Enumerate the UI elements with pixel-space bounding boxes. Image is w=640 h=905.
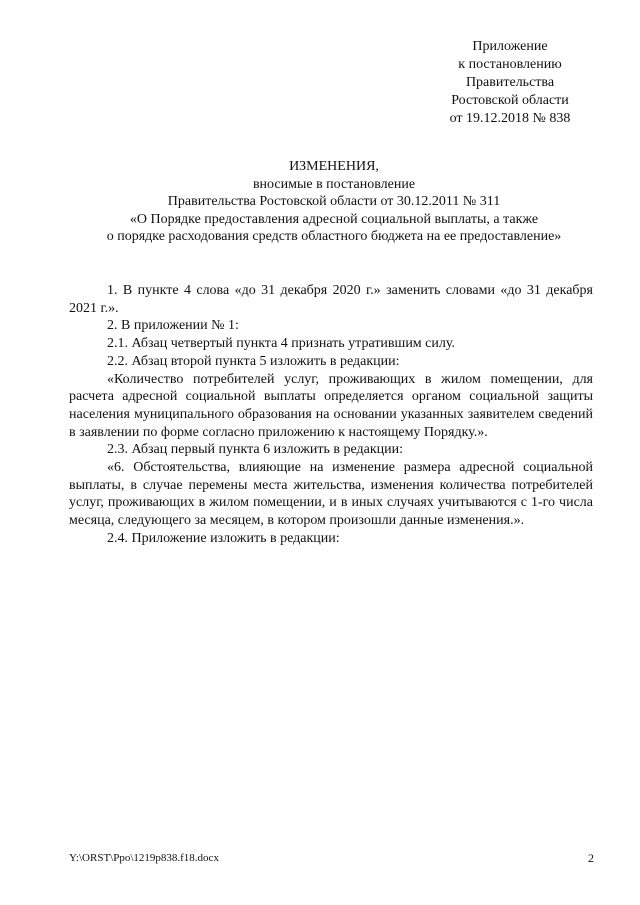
- title-line: «О Порядке предоставления адресной социальной выплаты, а также: [129, 211, 539, 227]
- appendix-line: Правительства: [465, 75, 555, 90]
- footer-file-path: Y:\ORST\Ppo\1219p838.f18.docx: [69, 852, 219, 864]
- document-body: [69, 282, 593, 548]
- paragraph: 2.2. Абзац второй пункта 5 изложить в редакции:: [107, 353, 400, 369]
- paragraph: «6. Обстоятельства, влияющие на изменение размера адресной социальной выплаты, в случае перемены места жительства, изменения количества потребителей услуг, проживающих в жилом помещении, и в иных случаях учитываются с 1-го числа месяца, следующего за месяцем, в котором произошли данные изменения.».: [69, 460, 593, 529]
- appendix-line: Приложение: [472, 39, 548, 54]
- title-line: Правительства Ростовской области от 30.12.2011 № 311: [167, 194, 501, 210]
- document-title: [60, 158, 608, 246]
- page-number: 2: [588, 851, 594, 865]
- paragraph: «Количество потребителей услуг, проживающих в жилом помещении, для расчета адресной социальной выплаты определяется органом социальной защиты населения муниципального образования на основании указанных заявителем сведений в заявлении по форме согласно приложению к настоящему Порядку.».: [69, 371, 593, 440]
- paragraph: 2. В приложении № 1:: [107, 318, 239, 334]
- appendix-line: Ростовской области: [451, 93, 569, 108]
- appendix-header: [410, 38, 610, 128]
- title-line: ИЗМЕНЕНИЯ,: [289, 159, 379, 174]
- paragraph: 2.4. Приложение изложить в редакции:: [107, 530, 340, 546]
- paragraph: 2.1. Абзац четвертый пункта 4 признать утратившим силу.: [107, 336, 455, 352]
- appendix-line: от 19.12.2018 № 838: [449, 111, 571, 126]
- paragraph: 1. В пункте 4 слова «до 31 декабря 2020 г.» заменить словами «до 31 декабря 2021 г.».: [69, 283, 593, 316]
- paragraph: 2.3. Абзац первый пункта 6 изложить в редакции:: [107, 442, 404, 458]
- title-line: вносимые в постановление: [252, 176, 416, 192]
- title-line: о порядке расходования средств областного бюджета на ее предоставление»: [106, 229, 562, 245]
- appendix-line: к постановлению: [458, 57, 562, 72]
